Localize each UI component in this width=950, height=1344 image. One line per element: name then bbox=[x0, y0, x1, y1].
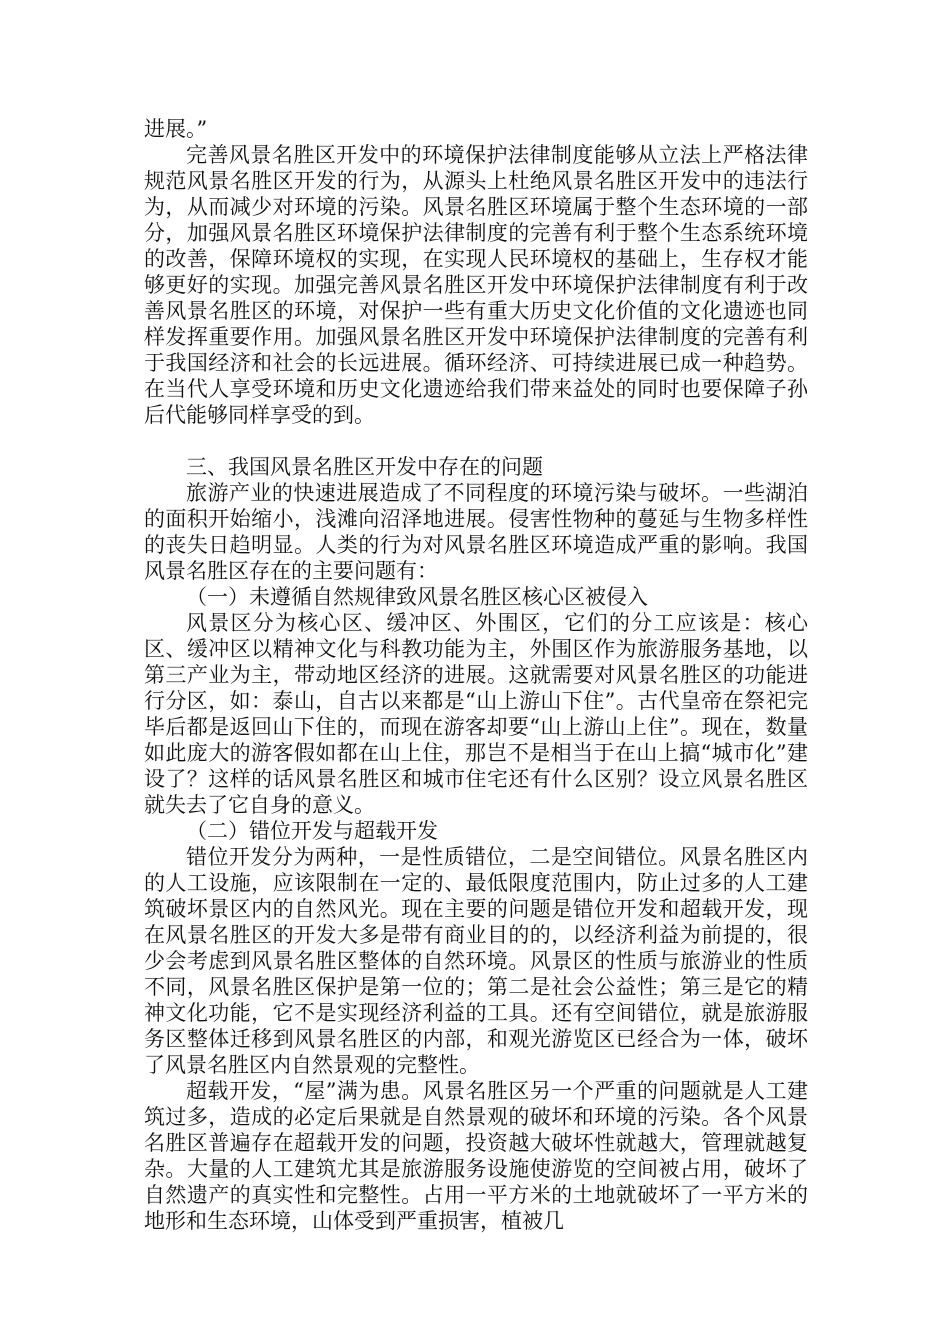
document-page bbox=[144, 116, 808, 1234]
paragraph-overload-development: 超载开发，“屋”满为患。风景名胜区另一个严重的问题就是人工建筑过多，造成的必定后果就是自然景观的破坏和环境的污染。各个风景名胜区普遍存在超载开发的问题，投资越大破坏性就越大，管理就越复杂。大量的人工建筑尤其是旅游服务设施使游览的空间被占用，破坏了自然遗产的真实性和完整性。占用一平方米的土地就破坏了一平方米的地形和生态环境，山体受到严重损害，植被几 bbox=[144, 1079, 808, 1233]
paragraph-tourism-pollution: 旅游产业的快速进展造成了不同程度的环境污染与破坏。一些湖泊的面积开始缩小，浅滩向沼泽地进展。侵害性物种的蔓延与生物多样性的丧失日趋明显。人类的行为对风景名胜区环境造成严重的影响。我国风景名胜区存在的主要问题有： bbox=[144, 481, 808, 583]
subheading-core-zone-invaded: （一）未遵循自然规律致风景名胜区核心区被侵入 bbox=[186, 585, 648, 609]
section-heading-problems: 三、我国风景名胜区开发中存在的问题 bbox=[186, 455, 543, 479]
paragraph-zoning: 风景区分为核心区、缓冲区、外围区，它们的分工应该是：核心区、缓冲区以精神文化与科教功能为主，外围区作为旅游服务基地，以第三产业为主，带动地区经济的进展。这就需要对风景名胜区的功能进行分区，如：泰山，自古以来都是“山上游山下住”。古代皇帝在祭祀完毕后都是返回山下住的，而现在游客却要“山上游山上住”。现在，数量如此庞大的游客假如都在山上住，那岂不是相当于在山上搞“城市化”建设了？这样的话风景名胜区和城市住宅还有什么区别？设立风景名胜区就失去了它自身的意义。 bbox=[144, 611, 808, 817]
paragraph-misplaced-development: 错位开发分为两种，一是性质错位，二是空间错位。风景名胜区内的人工设施，应该限制在一定的、最低限度范围内，防止过多的人工建筑破坏景区内的自然风光。现在主要的问题是错位开发和超载开发，现在风景名胜区的开发大多是带有商业目的的，以经济利益为前提的，很少会考虑到风景名胜区整体的自然环境。风景区的性质与旅游业的性质不同，风景名胜区保护是第一位的；第二是社会公益性；第三是它的精神文化功能，它不是实现经济利益的工具。还有空间错位，就是旅游服务区整体迁移到风景名胜区的内部，和观光游览区已经合为一体，破坏了风景名胜区内自然景观的完整性。 bbox=[144, 845, 808, 1077]
paragraph-continuation: 进展。” bbox=[144, 117, 208, 141]
paragraph-legal-system-benefits: 完善风景名胜区开发中的环境保护法律制度能够从立法上严格法律规范风景名胜区开发的行为，从源头上杜绝风景名胜区开发中的违法行为，从而减少对环境的污染。风景名胜区环境属于整个生态环境的一部分，加强风景名胜区环境保护法律制度的完善有利于整个生态系统环境的改善，保障环境权的实现，在实现人民环境权的基础上，生存权才能够更好的实现。加强完善风景名胜区开发中环境保护法律制度有利于改善风景名胜区的环境，对保护一些有重大历史文化价值的文化遗迹也同样发挥重要作用。加强风景名胜区开发中环境保护法律制度的完善有利于我国经济和社会的长远进展。循环经济、可持续进展已成一种趋势。在当代人享受环境和历史文化遗迹给我们带来益处的同时也要保障子孙后代能够同样享受的到。 bbox=[144, 143, 808, 427]
subheading-misplaced-overload-development: （二）错位开发与超载开发 bbox=[186, 819, 438, 843]
